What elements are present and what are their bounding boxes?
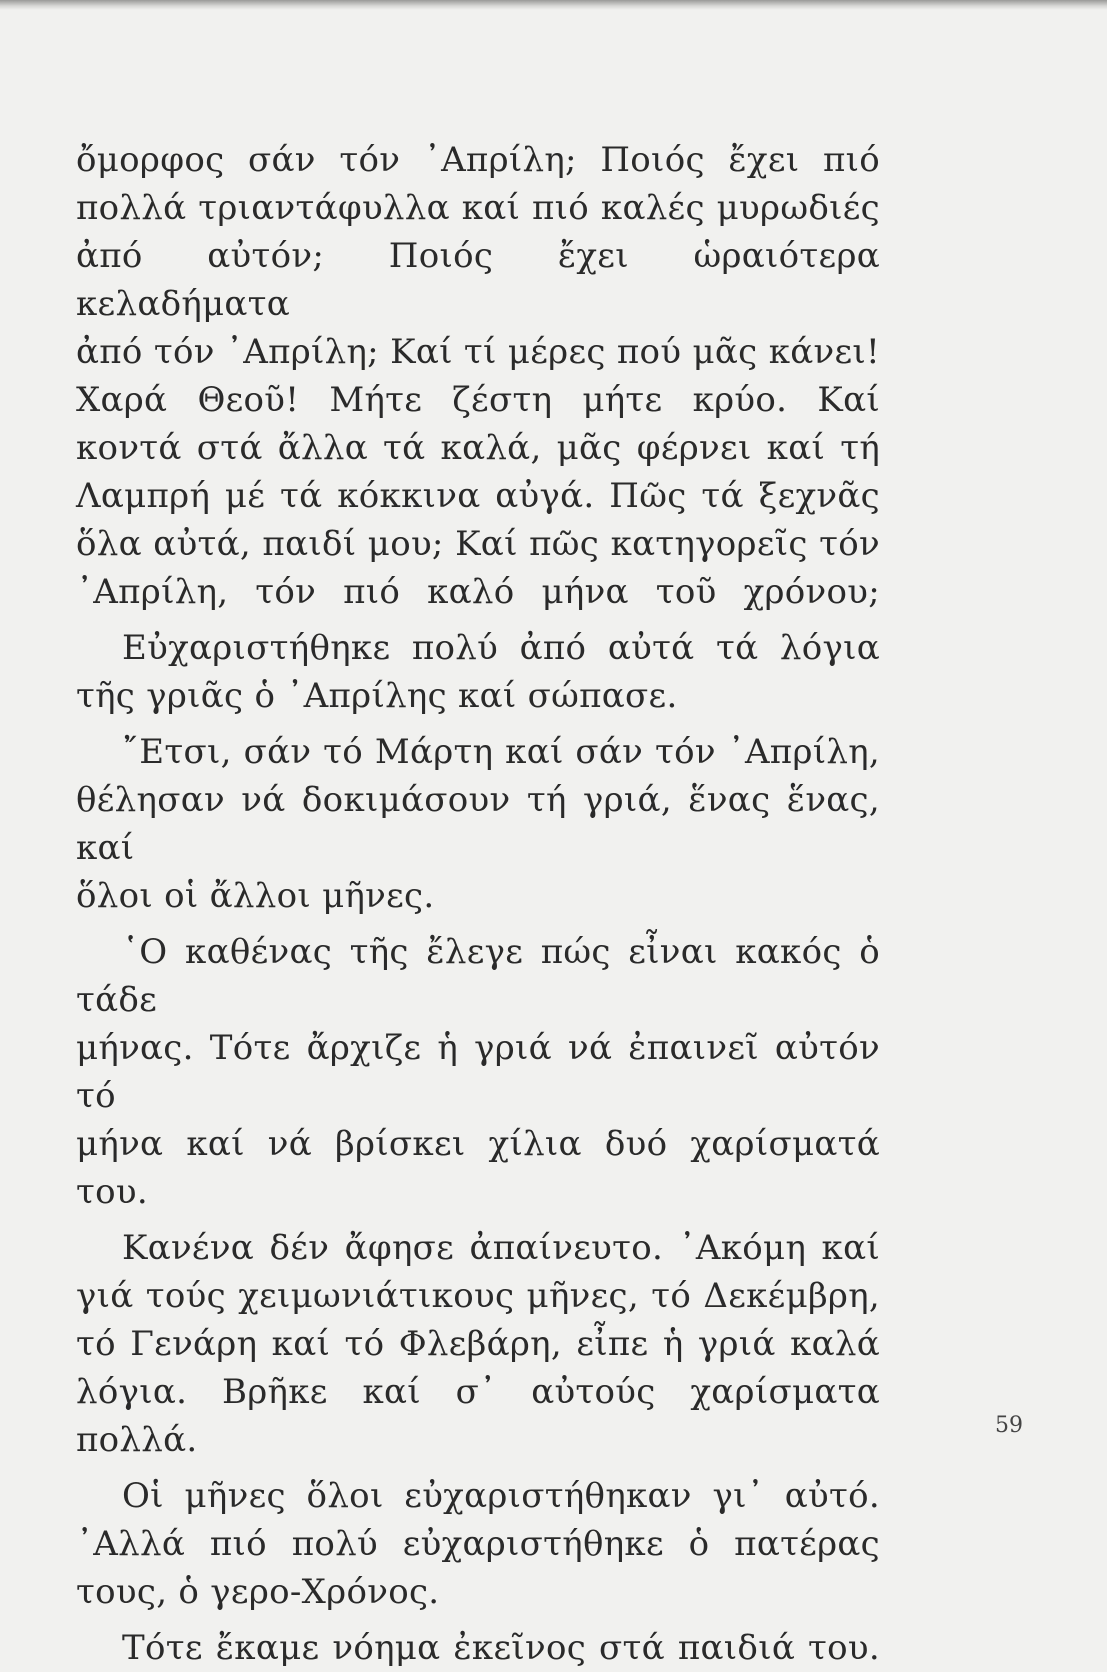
text-line: θέλησαν νά δοκιμάσουν τή γριά, ἕνας ἕνας, καί xyxy=(76,780,880,868)
text-line: Λαμπρή μέ τά κόκκινα αὐγά. Πῶς τά ξεχνᾶς xyxy=(76,476,880,516)
text-line: τῆς γριᾶς ὁ ᾽Απρίλης καί σώπασε. xyxy=(76,676,678,716)
text-line: ῎Ετσι, σάν τό Μάρτη καί σάν τόν ᾽Απρίλη, xyxy=(122,732,880,772)
text-line: Οἱ μῆνες ὅλοι εὐχαριστήθηκαν γι᾽ αὐτό. xyxy=(122,1476,880,1516)
text-line: ἀπό τόν ᾽Απρίλη; Καί τί μέρες πού μᾶς κάνει! xyxy=(76,332,880,372)
text-line: ῾Ο καθένας τῆς ἔλεγε πώς εἶναι κακός ὁ τάδε xyxy=(76,932,880,1020)
text-line: μήνας. Τότε ἄρχιζε ἡ γριά νά ἐπαινεῖ αὐτόν τό xyxy=(76,1028,880,1116)
paragraph xyxy=(76,928,880,1216)
text-line: πολλά τριαντάφυλλα καί πιό καλές μυρωδιές xyxy=(76,188,880,228)
text-line: ὅλα αὐτά, παιδί μου; Καί πῶς κατηγορεῖς τόν xyxy=(76,524,880,564)
paragraph xyxy=(76,624,880,720)
text-line: τους, ὁ γερο-Χρόνος. xyxy=(76,1572,440,1612)
text-line: ᾽Αλλά πιό πολύ εὐχαριστήθηκε ὁ πατέρας xyxy=(76,1524,880,1564)
paragraph xyxy=(76,136,880,616)
text-line: Χαρά Θεοῦ! Μήτε ζέστη μήτε κρύο. Καί xyxy=(76,380,880,420)
text-line: Εὐχαριστήθηκε πολύ ἀπό αὐτά τά λόγια xyxy=(122,628,880,668)
page-top-edge xyxy=(0,0,1107,10)
text-line: ἀπό αὐτόν; Ποιός ἔχει ὡραιότερα κελαδήματα xyxy=(76,236,880,324)
paragraph xyxy=(76,1472,880,1616)
page-body xyxy=(76,136,880,1672)
text-line: μήνα καί νά βρίσκει χίλια δυό χαρίσματά του. xyxy=(76,1124,880,1212)
text-line: Τότε ἔκαμε νόημα ἐκεῖνος στά παιδιά του. xyxy=(122,1628,880,1668)
text-line: λόγια. Βρῆκε καί σ᾽ αὐτούς χαρίσματα πολλά. xyxy=(76,1372,880,1460)
text-line: τό Γενάρη καί τό Φλεβάρη, εἶπε ἡ γριά καλά xyxy=(76,1324,880,1364)
paragraph xyxy=(76,1624,880,1672)
text-line: Κανένα δέν ἄφησε ἀπαίνευτο. ᾽Ακόμη καί xyxy=(122,1228,880,1268)
paragraph xyxy=(76,728,880,920)
text-line: ὄμορφος σάν τόν ᾽Απρίλη; Ποιός ἔχει πιό xyxy=(76,140,880,180)
text-line: ᾽Απρίλη, τόν πιό καλό μήνα τοῦ χρόνου; xyxy=(76,572,880,612)
text-line: κοντά στά ἄλλα τά καλά, μᾶς φέρνει καί τή xyxy=(76,428,880,468)
page-number: 59 xyxy=(995,1413,1023,1438)
text-line: γιά τούς χειμωνιάτικους μῆνες, τό Δεκέμβρη, xyxy=(76,1276,880,1316)
text-line: ὅλοι οἱ ἄλλοι μῆνες. xyxy=(76,876,435,916)
paragraph xyxy=(76,1224,880,1464)
